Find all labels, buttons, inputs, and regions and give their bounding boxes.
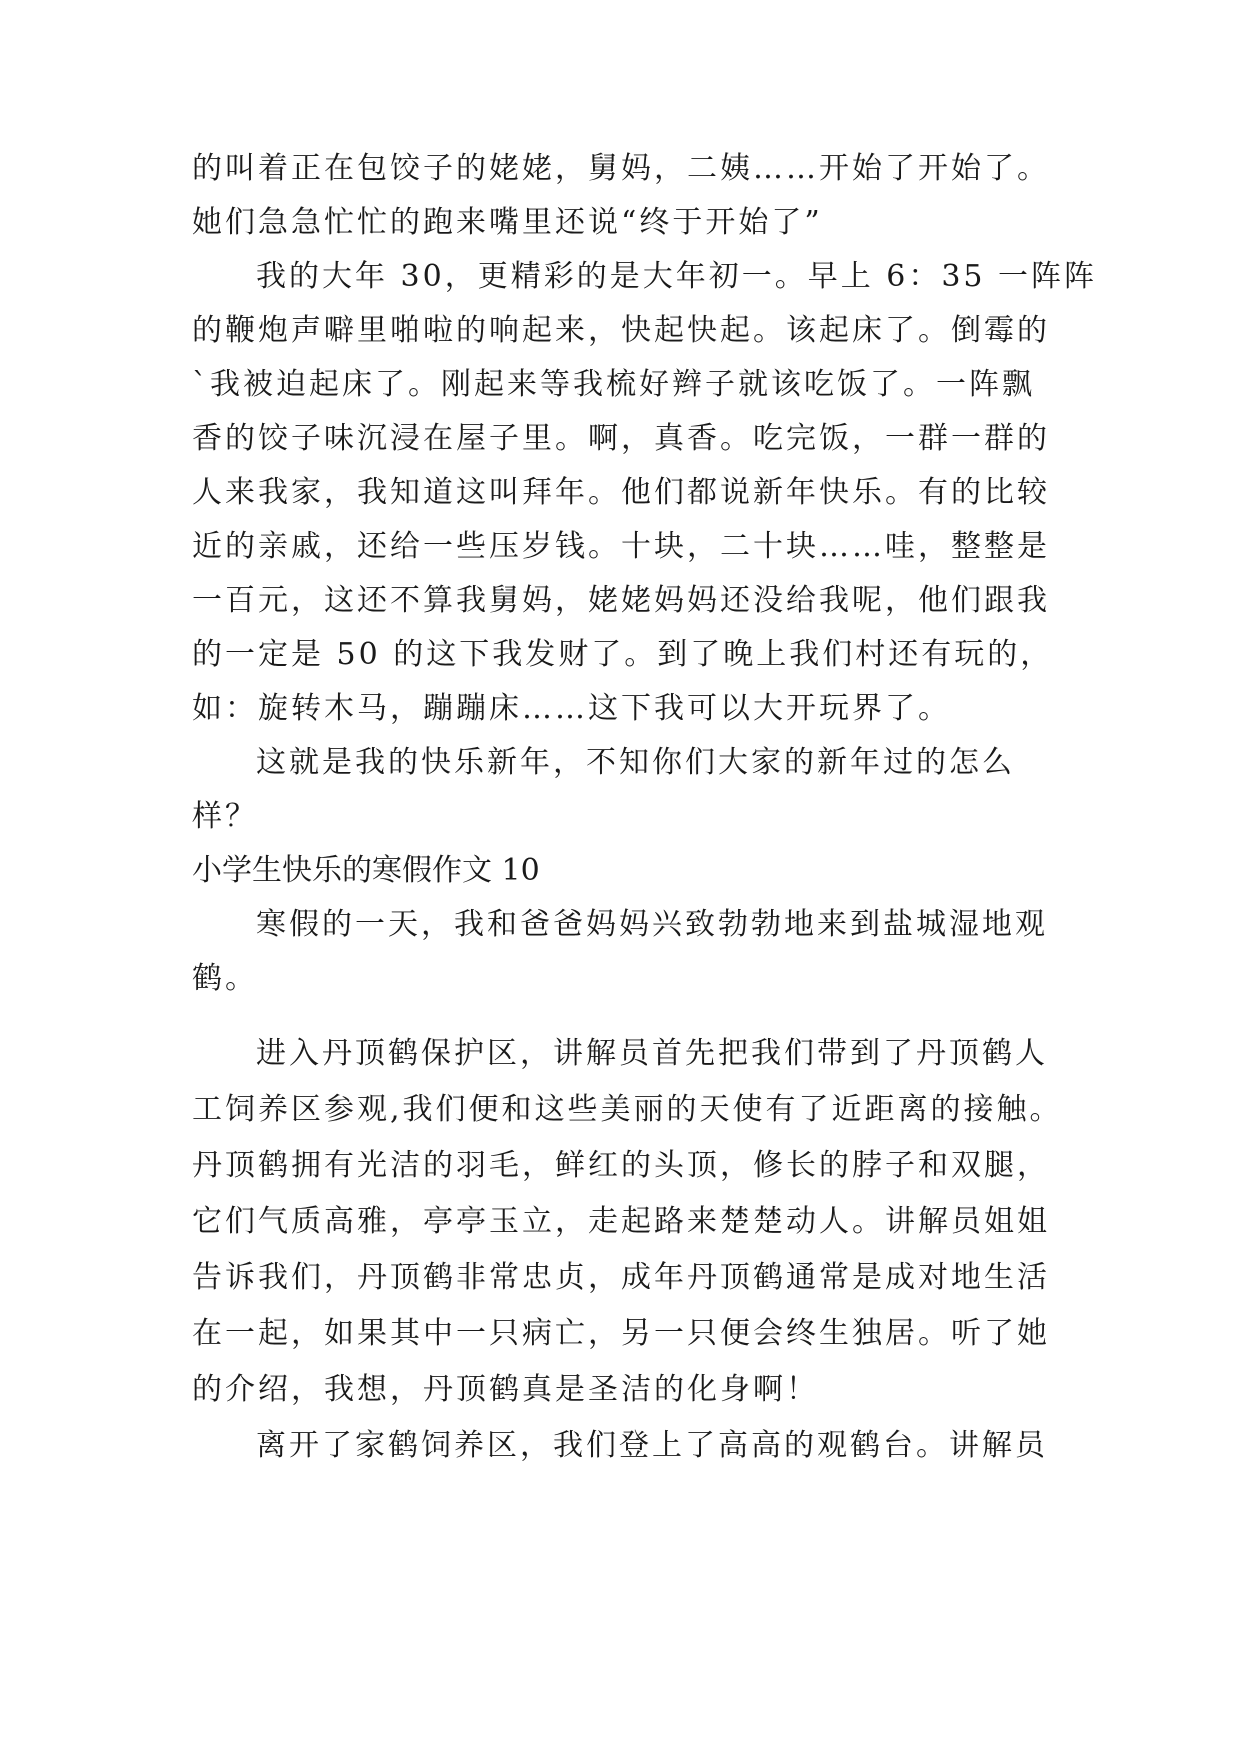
paragraph-start-line: 进入丹顶鹤保护区，讲解员首先把我们带到了丹顶鹤人 [256,1036,1048,1071]
text-line: 鹤。 [192,961,258,996]
text-line: 它们气质高雅，亭亭玉立，走起路来楚楚动人。讲解员姐姐 [192,1204,1050,1239]
text-line: 香的饺子味沉浸在屋子里。啊，真香。吃完饭，一群一群的 [192,421,1050,456]
paragraph-start-line: 我的大年 30，更精彩的是大年初一。早上 6：35 一阵阵 [256,259,1098,294]
text-line: 她们急急忙忙的跑来嘴里还说“终于开始了” [192,205,823,240]
section-title: 小学生快乐的寒假作文 10 [192,853,540,888]
text-line: 的介绍，我想，丹顶鹤真是圣洁的化身啊！ [192,1372,819,1407]
paragraph-start-line: 离开了家鹤饲养区，我们登上了高高的观鹤台。讲解员 [256,1428,1048,1463]
text-line: 的鞭炮声噼里啪啦的响起来，快起快起。该起床了。倒霉的 [192,313,1050,348]
paragraph-start-line: 这就是我的快乐新年，不知你们大家的新年过的怎么 [256,745,1015,780]
text-line: 的一定是 50 的这下我发财了。到了晚上我们村还有玩的， [192,637,1054,672]
text-line: 丹顶鹤拥有光洁的羽毛，鲜红的头顶，修长的脖子和双腿， [192,1148,1050,1183]
text-line: `我被迫起床了。刚起来等我梳好辫子就该吃饭了。一阵飘 [192,367,1035,402]
text-line: 在一起，如果其中一只病亡，另一只便会终生独居。听了她 [192,1316,1050,1351]
paragraph-start-line: 寒假的一天，我和爸爸妈妈兴致勃勃地来到盐城湿地观 [256,907,1048,942]
text-line: 近的亲戚，还给一些压岁钱。十块，二十块……哇，整整是 [192,529,1050,564]
text-line: 一百元，这还不算我舅妈，姥姥妈妈还没给我呢，他们跟我 [192,583,1050,618]
text-line: 人来我家，我知道这叫拜年。他们都说新年快乐。有的比较 [192,475,1050,510]
text-line: 的叫着正在包饺子的姥姥，舅妈，二姨……开始了开始了。 [192,151,1050,186]
text-line: 告诉我们，丹顶鹤非常忠贞，成年丹顶鹤通常是成对地生活 [192,1260,1050,1295]
text-line: 工饲养区参观,我们便和这些美丽的天使有了近距离的接触。 [192,1092,1063,1127]
text-line: 样？ [192,799,258,834]
text-line: 如：旋转木马，蹦蹦床……这下我可以大开玩界了。 [192,691,951,726]
